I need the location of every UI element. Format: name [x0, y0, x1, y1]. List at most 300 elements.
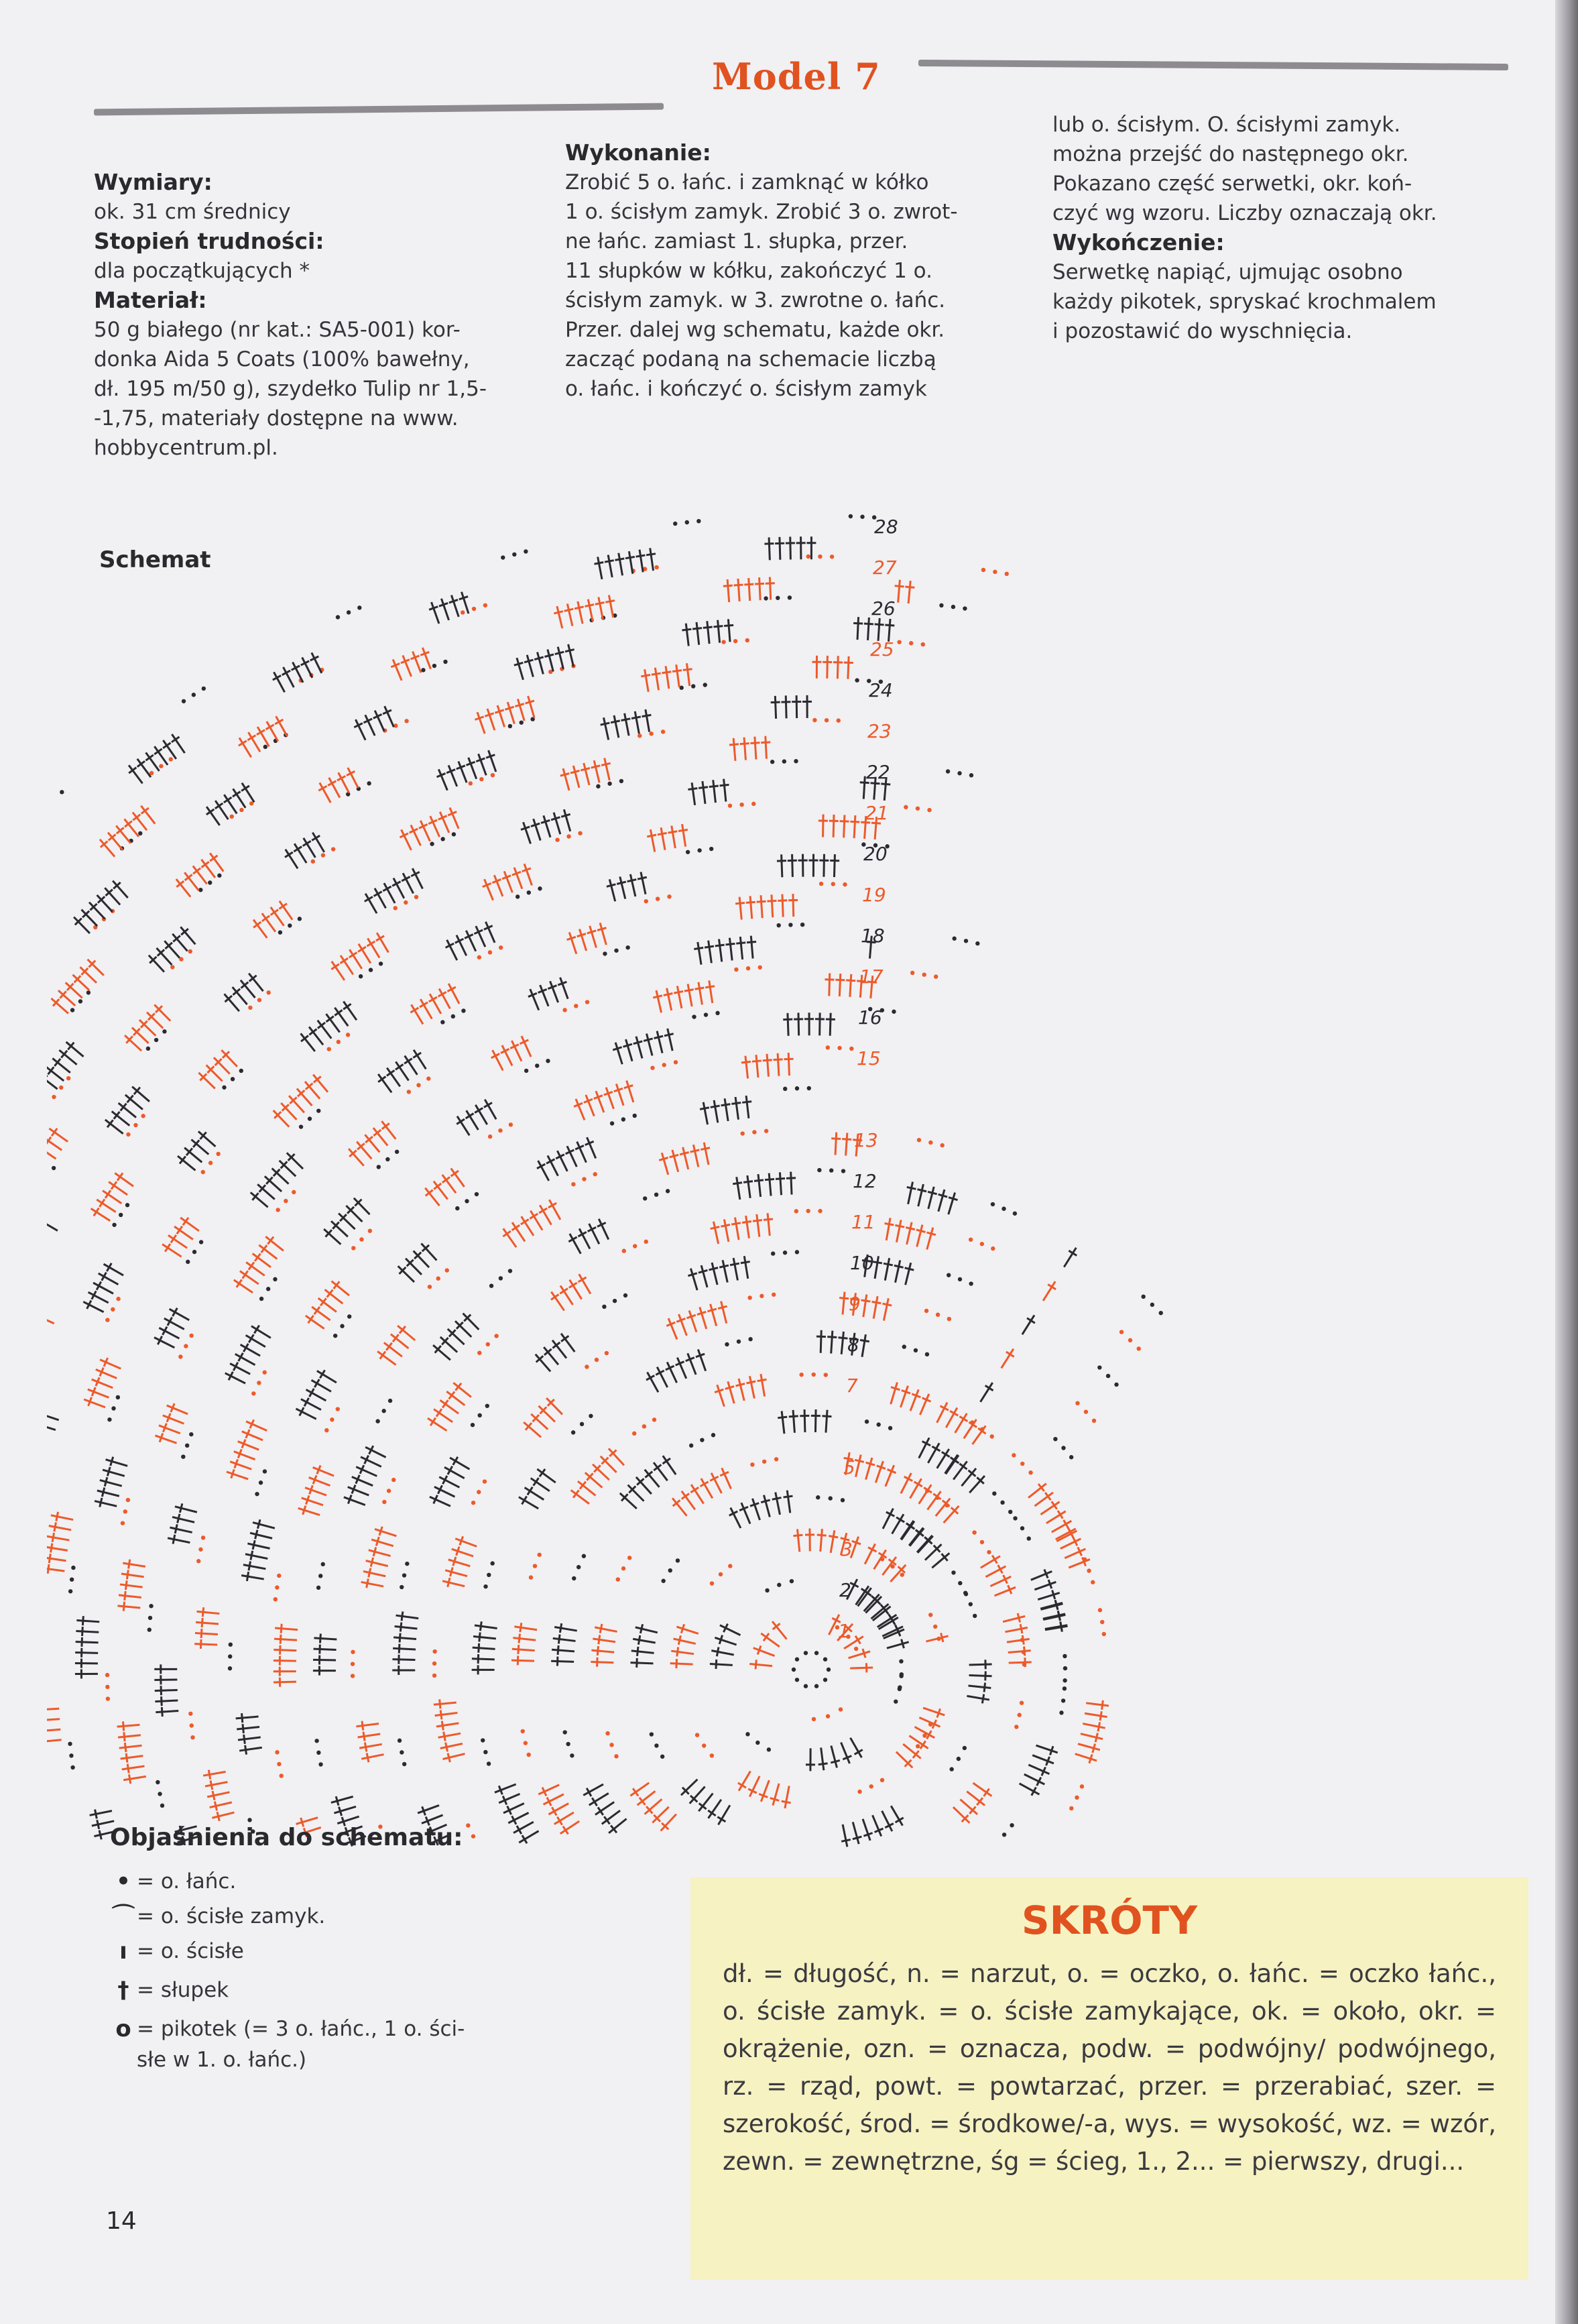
chain-dot	[758, 966, 762, 970]
picot-icon: o	[115, 2016, 131, 2042]
stitch-mark	[587, 931, 596, 933]
chain-dot	[710, 1581, 714, 1585]
stitch-mark	[183, 1218, 188, 1225]
round-number-label: 1	[838, 1620, 850, 1642]
stitch-mark	[753, 1220, 762, 1222]
chain-dot	[488, 950, 492, 954]
stitch-mark	[798, 1012, 799, 1035]
stitch-mark	[253, 1523, 275, 1529]
stitch-mark	[718, 1306, 727, 1308]
chain-dot	[555, 837, 559, 841]
stitch-mark	[744, 1256, 747, 1279]
chain-dot	[421, 668, 425, 672]
stitch-mark	[770, 1798, 779, 1801]
stitch-mark	[540, 985, 549, 1006]
chain-dot	[700, 1438, 704, 1442]
chain-dot	[112, 1223, 116, 1227]
stitch-mark	[742, 1102, 751, 1103]
stitch-mark	[125, 1580, 127, 1590]
round-number-label: 8	[847, 1334, 859, 1356]
chain-dot	[70, 1577, 74, 1581]
chain-dot	[578, 831, 582, 835]
chain-dot	[192, 1250, 196, 1254]
chain-dot	[927, 808, 931, 812]
stitch-mark	[103, 1470, 125, 1476]
chain-dot	[465, 1199, 469, 1203]
round-number-label: 17	[859, 966, 884, 988]
stitch-mark	[1005, 1627, 1027, 1631]
stitch-mark	[679, 1314, 687, 1336]
stitch-mark	[331, 1796, 353, 1802]
stitch-mark	[738, 579, 739, 601]
stitch-mark	[175, 1524, 177, 1533]
stitch-mark	[396, 1064, 404, 1069]
chain-dot	[1106, 1374, 1110, 1378]
stitch-mark	[928, 1187, 934, 1209]
stitch-mark	[967, 1696, 989, 1700]
chain-dot	[483, 1479, 487, 1483]
stitch-mark	[743, 1181, 753, 1183]
stitch-mark	[667, 988, 672, 1010]
stitch-mark	[894, 1265, 904, 1267]
stitch-mark	[775, 696, 776, 719]
stitch-mark	[835, 1132, 837, 1155]
stitch-mark	[883, 1509, 893, 1529]
chain-dot	[607, 782, 611, 786]
stitch-mark	[826, 1410, 827, 1433]
chain-dot	[823, 1678, 827, 1682]
stitch-mark	[1050, 1746, 1052, 1755]
stitch-mark	[249, 1561, 251, 1570]
chain-dot	[60, 790, 64, 794]
stitch-mark	[194, 1644, 217, 1645]
stitch-mark	[430, 1497, 450, 1506]
chain-dot	[774, 1457, 778, 1461]
stitch-mark	[900, 1386, 908, 1407]
chain-dot	[521, 1729, 525, 1733]
stitch-mark	[898, 580, 900, 603]
stitch-mark	[511, 1660, 534, 1661]
chain-dot	[1087, 1568, 1091, 1572]
stitch-mark	[644, 1039, 653, 1041]
chain-dot	[1069, 1806, 1073, 1810]
stitch-mark	[276, 716, 288, 736]
chain-dot	[894, 1699, 898, 1703]
stitch-mark	[231, 1469, 234, 1478]
chain-dot	[925, 1352, 929, 1356]
stitch-mark	[907, 1187, 916, 1189]
stitch-mark	[83, 1301, 103, 1312]
stitch-mark	[633, 1639, 656, 1643]
chain-dot	[902, 1344, 906, 1348]
chain-dot	[347, 1314, 351, 1318]
stitch-mark	[853, 1837, 862, 1839]
chain-dot	[196, 1559, 200, 1563]
chain-dot	[595, 1358, 599, 1362]
stitch-mark	[378, 1076, 385, 1082]
chain-dot	[368, 1229, 372, 1233]
material-line: donka Aida 5 Coats (100% bawełny,	[94, 347, 470, 371]
stitch-mark	[710, 1664, 733, 1665]
stitch-mark	[127, 1764, 129, 1774]
stitch-mark	[873, 1262, 882, 1263]
chain-dot	[734, 968, 738, 972]
chain-dot	[823, 1658, 827, 1662]
chain-dot	[969, 1602, 973, 1606]
round-number-label: 20	[863, 843, 888, 865]
stitch-mark	[707, 621, 709, 644]
stitch-mark	[670, 1155, 679, 1157]
stitch-mark	[771, 702, 780, 703]
stitch-mark	[609, 595, 613, 618]
finishing-column	[1052, 110, 1522, 346]
stitch-mark	[764, 1219, 773, 1220]
stitch-mark	[721, 1104, 731, 1106]
stitch-mark	[48, 1564, 49, 1574]
stitch-mark	[280, 1645, 281, 1655]
stitch-mark	[865, 1544, 875, 1564]
stitch-mark	[504, 871, 512, 892]
stitch-mark	[728, 619, 730, 642]
abbreviations-text: dł. = długość, n. = narzut, o. = oczko, o. łańc. = oczko łańc., o. ścisłe zamyk. = o. ścisłe zamykające, ok. = około, okr. = okrążenie, ozn. = oznacza, podw. = podwójny/ podwójnego, rz. = rząd, powt. = powtarzać, przer. = przerabiać, szer. = szerokość, środ. = środkowe/-a, wys. = wysokość, wz. = wzór, zewn. = zewnętrzne, śg = ścieg, 1., 2... = pierwszy, drugi...	[723, 1959, 1496, 2176]
chain-dot	[318, 1574, 322, 1578]
stitch-mark	[902, 1391, 910, 1394]
chain-dot	[614, 948, 618, 952]
instructions-heading: Wykonanie:	[565, 139, 711, 166]
finishing-heading: Wykończenie:	[1052, 229, 1225, 255]
stitch-mark	[746, 1216, 749, 1238]
stitch-mark	[503, 1804, 524, 1813]
stitch-mark	[363, 1732, 365, 1741]
chain-dot	[963, 1590, 967, 1594]
stitch-mark	[514, 662, 523, 665]
stitch-mark	[224, 797, 232, 803]
stitch-mark	[717, 1385, 725, 1406]
stitch-mark	[740, 937, 742, 960]
stitch-mark	[574, 607, 584, 609]
stitch-mark	[1085, 1713, 1107, 1717]
stitch-mark	[698, 942, 701, 965]
stitch-mark	[815, 1409, 816, 1432]
stitch-mark	[741, 1061, 751, 1062]
stitch-mark	[713, 626, 723, 627]
finishing-line: Serwetkę napiąć, ujmując osobno	[1052, 260, 1403, 284]
stitch-mark	[861, 1300, 870, 1301]
chain-dot	[275, 1585, 279, 1589]
chain-dot	[576, 1565, 581, 1569]
chain-dot	[68, 1589, 72, 1593]
chain-dot	[357, 605, 361, 609]
chain-dot	[1020, 1701, 1024, 1705]
stitch-mark	[684, 990, 694, 991]
stitch-mark	[111, 1457, 113, 1466]
chain-dot	[792, 1668, 796, 1672]
chain-dot	[741, 1131, 745, 1135]
stitch-mark	[544, 815, 550, 837]
stitch-mark	[603, 717, 608, 740]
chain-dot	[257, 1381, 261, 1385]
stitch-mark	[244, 1735, 245, 1744]
stitch-mark	[121, 1756, 143, 1759]
stitch-mark	[155, 1700, 178, 1702]
chain-dot	[1008, 1510, 1012, 1514]
stitch-mark	[827, 1337, 837, 1338]
stitch-mark	[711, 1304, 717, 1326]
instructions-line: Zrobić 5 o. łańc. i zamknąć w kółko	[565, 170, 929, 194]
chain-dot	[582, 1177, 586, 1181]
stitch-mark	[697, 1312, 706, 1314]
chain-dot	[571, 1430, 575, 1434]
chain-dot	[703, 683, 707, 687]
chain-dot	[992, 1491, 996, 1495]
stitch-mark	[49, 1554, 50, 1563]
stitch-mark	[527, 655, 533, 677]
stitch-mark	[613, 1047, 621, 1050]
chain-dot	[336, 1407, 340, 1411]
chain-dot	[826, 1714, 830, 1718]
stitch-mark	[550, 981, 558, 1002]
chain-dot	[537, 1553, 541, 1557]
chain-dot	[689, 1444, 693, 1448]
stitch-mark	[840, 821, 849, 822]
stitch-mark	[413, 652, 421, 673]
stitch-mark	[47, 1729, 60, 1731]
stitch-mark	[531, 823, 540, 826]
stitch-mark	[346, 1206, 362, 1222]
legend-item	[110, 1901, 579, 1932]
finishing-line: każdy pikotek, spryskać krochmalem	[1052, 290, 1437, 314]
chain-dot	[440, 837, 444, 841]
stitch-mark	[111, 1181, 117, 1189]
chain-dot	[331, 847, 335, 851]
stitch-mark	[854, 815, 855, 838]
chain-dot	[471, 1423, 475, 1427]
chain-dot	[806, 1209, 810, 1213]
stitch-mark	[448, 1560, 471, 1566]
stitch-mark	[739, 1379, 744, 1401]
stitch-mark	[616, 1084, 623, 1105]
stitch-mark	[785, 1786, 789, 1808]
chain-dot	[614, 1754, 618, 1758]
chain-dot	[263, 1469, 267, 1473]
dimensions-value: ok. 31 cm średnicy	[94, 200, 291, 224]
round-number-label: 9	[849, 1293, 861, 1315]
stitch-mark	[662, 1153, 668, 1175]
stitch-mark	[790, 536, 791, 559]
chain-dot	[739, 803, 743, 807]
stitch-mark	[117, 1606, 140, 1608]
chain-dot	[589, 1414, 593, 1418]
stitch-mark	[250, 1533, 272, 1538]
stitch-mark	[337, 1816, 359, 1824]
stitch-mark	[920, 1394, 928, 1415]
chain-dot	[621, 1117, 625, 1121]
stitch-mark	[1093, 1744, 1095, 1753]
stitch-mark	[885, 1224, 894, 1225]
chain-dot	[251, 1391, 255, 1395]
chain-dot	[469, 781, 473, 785]
chain-dot	[764, 596, 768, 600]
chain-dot	[571, 1182, 575, 1186]
chain-dot	[483, 603, 487, 607]
chain-dot	[1069, 1455, 1073, 1459]
chain-dot	[814, 1684, 818, 1688]
stitch-mark	[47, 1536, 69, 1540]
stitch-mark	[505, 707, 513, 709]
chain-dot	[292, 1190, 296, 1194]
stitch-mark	[526, 701, 534, 703]
chain-dot	[259, 1480, 263, 1485]
stitch-mark	[866, 1462, 875, 1465]
stitch-mark	[238, 1442, 259, 1450]
stitch-mark	[605, 601, 615, 603]
chain-dot	[125, 1203, 129, 1207]
stitch-mark	[213, 1791, 215, 1800]
stitch-mark	[640, 550, 643, 573]
stitch-mark	[729, 744, 739, 745]
stitch-mark	[1028, 1765, 1049, 1774]
stitch-mark	[255, 1530, 257, 1539]
stitch-mark	[868, 618, 869, 640]
stitch-mark	[371, 1558, 373, 1567]
stitch-mark	[615, 1043, 622, 1064]
stitch-mark	[830, 1013, 831, 1036]
chain-dot	[839, 1707, 843, 1711]
stitch-mark	[451, 1171, 459, 1176]
chain-dot	[66, 1076, 70, 1080]
chain-dot	[186, 1260, 190, 1264]
stitch-mark	[156, 1710, 178, 1712]
stitch-mark	[873, 1296, 877, 1318]
chain-dot	[432, 664, 436, 668]
chain-dot	[643, 1196, 647, 1200]
stitch-mark	[597, 928, 606, 931]
stitch-mark	[831, 1746, 837, 1768]
stitch-mark	[271, 910, 278, 915]
stitch-mark	[652, 673, 661, 675]
stitch-mark	[730, 1263, 739, 1265]
chain-dot	[149, 1604, 153, 1608]
chain-dot	[751, 802, 755, 806]
stitch-mark	[206, 1065, 223, 1081]
stitch-mark	[615, 559, 624, 560]
chain-dot	[1022, 1662, 1026, 1666]
stitch-mark	[842, 1139, 851, 1140]
stitch-mark	[653, 996, 662, 998]
stitch-mark	[677, 1647, 678, 1657]
header-rule-left	[94, 103, 664, 116]
chain-dot	[627, 1556, 631, 1560]
stitch-mark	[827, 656, 828, 679]
chain-dot	[208, 880, 212, 884]
stitch-mark	[656, 990, 662, 1012]
round-number-label: 12	[853, 1170, 877, 1192]
legend-item	[110, 2014, 579, 2044]
chain-dot	[231, 1077, 235, 1081]
stitch-mark	[755, 737, 756, 760]
stitch-mark	[479, 1633, 480, 1642]
round-number-label: 21	[865, 802, 889, 824]
stitch-mark	[455, 1539, 477, 1547]
chain-dot	[68, 1742, 72, 1746]
chain-dot	[398, 1739, 402, 1743]
chain-dot	[1027, 1536, 1031, 1540]
chain-dot	[767, 1747, 771, 1751]
round-number-label: 28	[874, 516, 898, 538]
stitch-mark	[767, 900, 776, 901]
stitch-mark	[356, 1467, 377, 1476]
stitch-mark	[245, 1745, 247, 1755]
stitch-mark	[107, 1467, 110, 1476]
chain-dot	[407, 1090, 411, 1094]
stitch-mark	[105, 1477, 107, 1487]
chain-dot	[733, 639, 737, 643]
stitch-mark	[274, 1639, 297, 1640]
stitch-mark	[609, 879, 615, 901]
stitch-mark	[863, 1295, 867, 1318]
stitch-mark	[640, 1624, 642, 1633]
stitch-mark	[595, 563, 604, 565]
stitch-mark	[359, 1744, 381, 1748]
stitch-mark	[831, 1331, 833, 1354]
stitch-mark	[949, 1198, 957, 1200]
chain-dot	[760, 1294, 764, 1298]
stitch-mark	[206, 809, 214, 815]
stitch-mark	[403, 655, 412, 677]
chain-dot	[105, 1673, 109, 1677]
chain-dot	[185, 1444, 189, 1448]
stitch-mark	[760, 577, 761, 600]
stitch-mark	[361, 1582, 383, 1586]
chain-dot	[795, 1658, 799, 1662]
stitch-mark	[446, 1743, 448, 1752]
chain-dot	[382, 1500, 386, 1504]
stitch-mark	[709, 1268, 719, 1270]
instructions-column	[565, 138, 1021, 404]
stitch-mark	[570, 770, 580, 773]
stitch-mark	[682, 1493, 689, 1499]
stitch-mark	[920, 1741, 926, 1749]
chain-dot	[747, 1295, 751, 1299]
chain-dot	[316, 1751, 320, 1755]
materials-column	[94, 168, 536, 463]
chain-dot	[1063, 1686, 1067, 1690]
chain-dot	[935, 1496, 939, 1500]
chain-dot	[1061, 1698, 1065, 1702]
stitch-mark	[855, 1460, 864, 1462]
chain-dot	[377, 1165, 381, 1169]
stitch-mark	[906, 1263, 911, 1285]
chain-dot	[715, 1011, 719, 1015]
stitch-mark	[647, 835, 656, 837]
stitch-mark	[129, 1774, 131, 1784]
stitch-mark	[844, 662, 853, 663]
chain-dot	[529, 1575, 533, 1579]
chain-dot	[916, 807, 920, 811]
stitch-mark	[1034, 1582, 1056, 1589]
stitch-mark	[772, 894, 773, 917]
chain-dot	[375, 1419, 379, 1423]
chain-dot	[924, 1309, 928, 1313]
chain-dot	[649, 732, 653, 736]
chain-dot	[686, 850, 690, 854]
stitch-mark	[853, 623, 863, 624]
stitch-mark	[749, 1776, 760, 1797]
stitch-mark	[534, 657, 544, 660]
stitch-mark	[585, 605, 594, 607]
legend-text: = o. ścisłe	[137, 1939, 244, 1963]
stitch-mark	[731, 1508, 741, 1528]
